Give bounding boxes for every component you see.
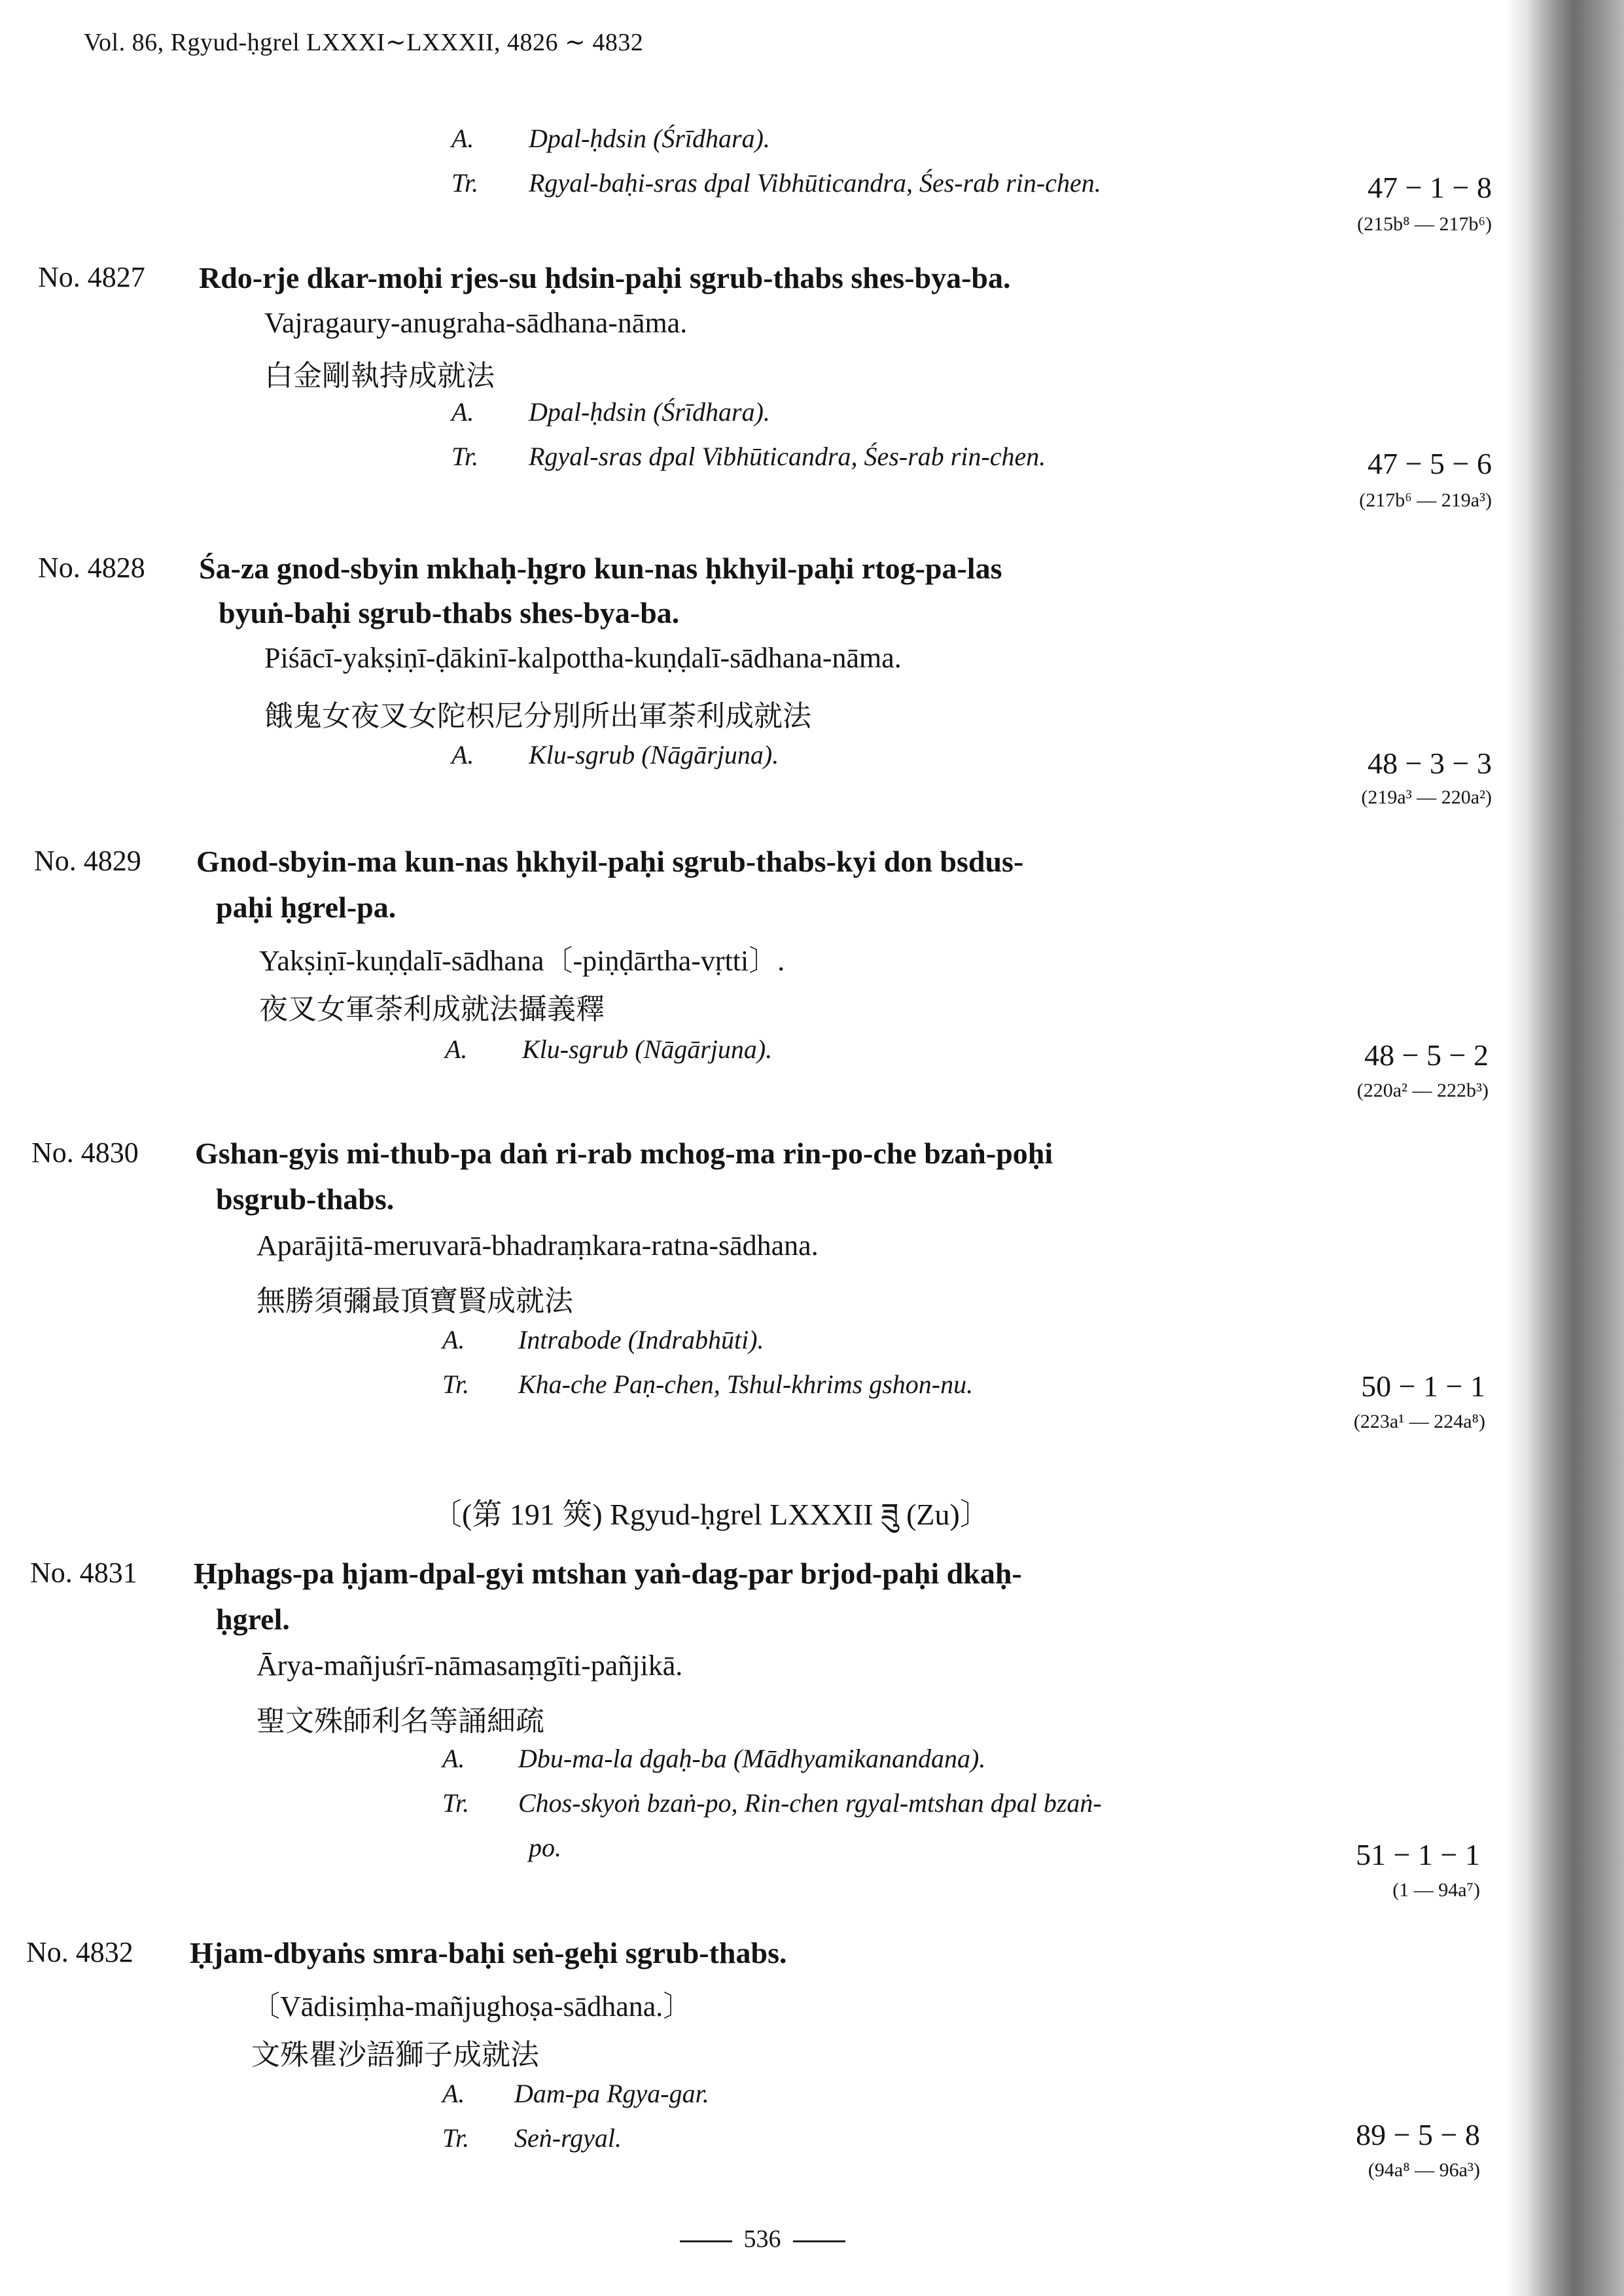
author-name: Dpal-ḥdsin (Śrīdhara). xyxy=(529,124,770,153)
folio-reference: (220a² — 222b³) xyxy=(1356,1080,1489,1101)
entry-number: No. 4831 xyxy=(30,1557,137,1589)
folio-reference: (215b⁸ — 217b⁶) xyxy=(1357,213,1492,235)
entry-number: No. 4829 xyxy=(34,845,141,877)
author-name: Dam-pa Rgya-gar. xyxy=(514,2079,709,2108)
running-header: Vol. 86, Rgyud-ḥgrel LXXXI∼LXXXII, 4826 ∼ 4832 xyxy=(84,29,644,56)
chinese-title: 聖文殊師利名等誦細疏 xyxy=(256,1704,544,1738)
chinese-title: 餓鬼女夜叉女陀枳尼分別所出軍荼利成就法 xyxy=(264,699,811,733)
volume-reference: 47 − 5 − 6 xyxy=(1368,447,1492,480)
translator-name: Rgyal-baḥi-sras dpal Vibhūticandra, Śes-rab rin-chen. xyxy=(529,168,1101,198)
entry-title-continued: paḥi ḥgrel-pa. xyxy=(216,891,397,924)
folio-reference: (217b⁶ — 219a³) xyxy=(1359,489,1492,511)
author-label: A. xyxy=(442,1325,465,1354)
entry-title: Gshan-gyis mi-thub-pa daṅ ri-rab mchog-ma rin-po-che bzaṅ-poḥi xyxy=(195,1137,1053,1170)
author-label: A. xyxy=(451,124,474,153)
section-heading: 〔(第 191 筴) Rgyud-ḥgrel LXXXII ཟུ (Zu)〕 xyxy=(432,1498,990,1531)
translator-name-continued: po. xyxy=(529,1833,561,1862)
chinese-title: 夜叉女軍荼利成就法攝義釋 xyxy=(259,993,605,1026)
author-label: A. xyxy=(442,1744,465,1773)
author-label: A. xyxy=(442,2079,465,2108)
volume-reference: 51 − 1 − 1 xyxy=(1356,1838,1480,1871)
volume-reference: 48 − 3 − 3 xyxy=(1368,747,1492,780)
entry-title: Ḥphags-pa ḥjam-dpal-gyi mtshan yaṅ-dag-par brjod-paḥi dkaḥ- xyxy=(194,1557,1022,1590)
entry-title-continued: bsgrub-thabs. xyxy=(216,1182,395,1216)
translator-name: Seṅ-rgyal. xyxy=(514,2123,622,2153)
entry-number: No. 4827 xyxy=(38,261,145,293)
author-name: Intrabode (Indrabhūti). xyxy=(518,1325,764,1354)
chinese-title: 白金剛執持成就法 xyxy=(264,359,495,393)
volume-reference: 48 − 5 − 2 xyxy=(1364,1038,1489,1072)
page-number: 536 xyxy=(743,2225,781,2253)
sanskrit-title: Yakṣiṇī-kuṇḍalī-sādhana〔-piṇḍārtha-vṛtti〕. xyxy=(259,945,785,977)
translator-label: Tr. xyxy=(451,442,479,471)
footer-rule-left xyxy=(680,2240,732,2242)
entry-number: No. 4828 xyxy=(38,552,145,584)
sanskrit-title: Piśācī-yakṣiṇī-ḍākinī-kalpottha-kuṇḍalī-sādhana-nāma. xyxy=(264,642,902,674)
folio-reference: (1 — 94a⁷) xyxy=(1392,1879,1480,1901)
folio-reference: (223a¹ — 224a⁸) xyxy=(1353,1411,1485,1432)
folio-reference: (94a⁸ — 96a³) xyxy=(1368,2159,1480,2181)
page-footer xyxy=(667,2225,857,2253)
footer-rule-right xyxy=(793,2240,845,2242)
scanned-page-edge xyxy=(1505,0,1624,2296)
entry-title: Ḥjam-dbyaṅs smra-baḥi seṅ-geḥi sgrub-thabs. xyxy=(190,1936,787,1969)
volume-reference: 89 − 5 − 8 xyxy=(1356,2118,1480,2151)
entry-title: Śa-za gnod-sbyin mkhaḥ-ḥgro kun-nas ḥkhyil-paḥi rtog-pa-las xyxy=(199,552,1002,585)
folio-reference: (219a³ — 220a²) xyxy=(1361,786,1492,808)
author-label: A. xyxy=(451,397,474,427)
entry-title-continued: ḥgrel. xyxy=(216,1602,290,1636)
translator-name: Chos-skyoṅ bzaṅ-po, Rin-chen rgyal-mtshan dpal bzaṅ- xyxy=(518,1788,1102,1818)
translator-label: Tr. xyxy=(442,1788,470,1818)
entry-number: No. 4830 xyxy=(31,1137,139,1169)
entry-title: Rdo-rje dkar-moḥi rjes-su ḥdsin-paḥi sgrub-thabs shes-bya-ba. xyxy=(199,261,1011,294)
translator-name: Rgyal-sras dpal Vibhūticandra, Śes-rab rin-chen. xyxy=(529,442,1046,471)
sanskrit-title: Vajragaury-anugraha-sādhana-nāma. xyxy=(264,307,688,339)
author-name: Klu-sgrub (Nāgārjuna). xyxy=(529,740,779,769)
translator-name: Kha-che Paṇ-chen, Tshul-khrims gshon-nu. xyxy=(518,1369,974,1399)
volume-reference: 47 − 1 − 8 xyxy=(1368,171,1492,204)
entry-title: Gnod-sbyin-ma kun-nas ḥkhyil-paḥi sgrub-thabs-kyi don bsdus- xyxy=(196,845,1024,878)
entry-number: No. 4832 xyxy=(26,1936,133,1968)
entry-title-continued: byuṅ-baḥi sgrub-thabs shes-bya-ba. xyxy=(219,596,680,629)
author-label: A. xyxy=(451,740,474,769)
chinese-title: 無勝須彌最頂寶賢成就法 xyxy=(256,1284,573,1318)
sanskrit-title: Ārya-mañjuśrī-nāmasaṃgīti-pañjikā. xyxy=(256,1650,683,1682)
sanskrit-title: 〔Vādisiṃha-mañjughoṣa-sādhana.〕 xyxy=(251,1990,692,2022)
translator-label: Tr. xyxy=(442,2123,470,2153)
translator-label: Tr. xyxy=(451,168,479,198)
author-label: A. xyxy=(445,1034,468,1064)
sanskrit-title: Aparājitā-meruvarā-bhadraṃkara-ratna-sādhana. xyxy=(256,1229,819,1262)
author-name: Klu-sgrub (Nāgārjuna). xyxy=(522,1034,773,1064)
chinese-title: 文殊瞿沙語獅子成就法 xyxy=(251,2038,539,2072)
author-name: Dpal-ḥdsin (Śrīdhara). xyxy=(529,397,770,427)
translator-label: Tr. xyxy=(442,1369,470,1399)
volume-reference: 50 − 1 − 1 xyxy=(1361,1369,1485,1403)
author-name: Dbu-ma-la dgaḥ-ba (Mādhyamikanandana). xyxy=(518,1744,986,1773)
